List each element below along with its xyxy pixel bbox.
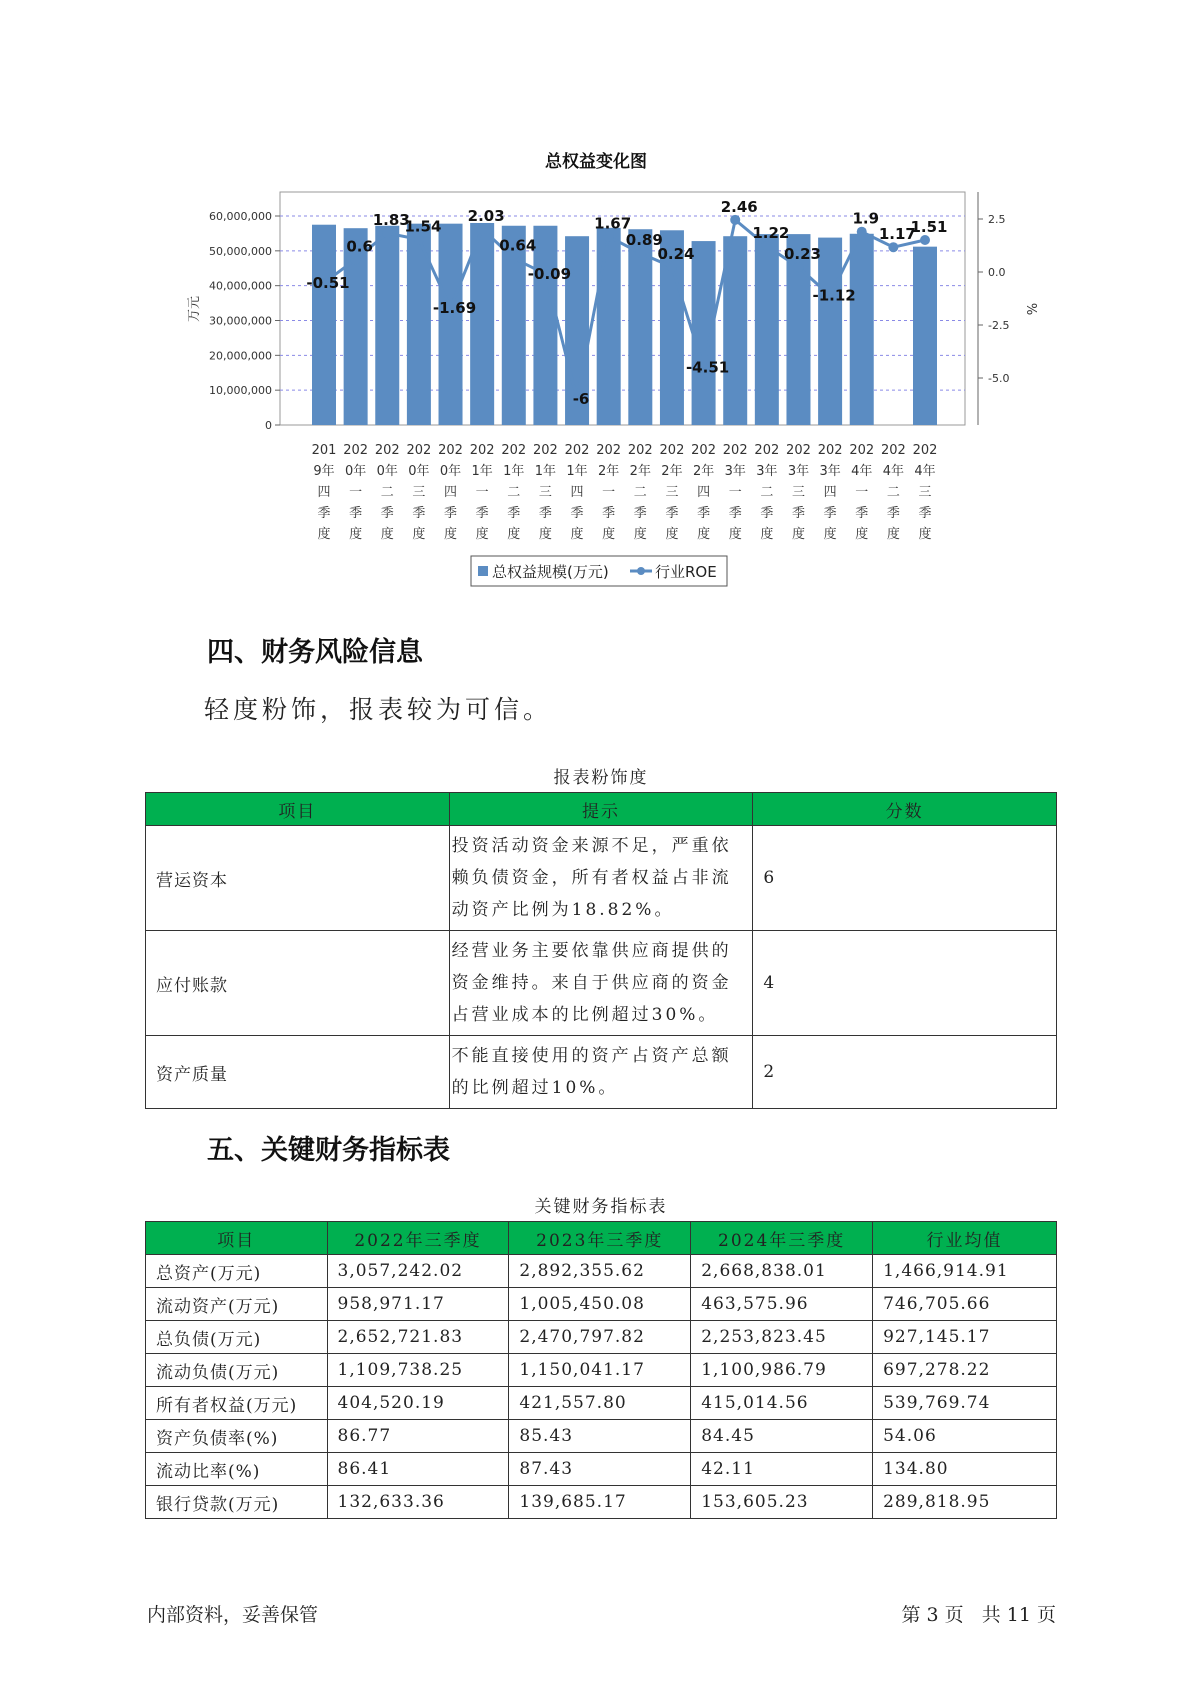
roe-data-label: 1.22 xyxy=(752,224,790,243)
bar xyxy=(818,238,842,425)
x-tick-label: 3年 xyxy=(819,464,841,479)
x-tick-label: 度 xyxy=(380,527,394,542)
x-tick-label: 202 xyxy=(691,443,716,458)
x-tick-label: 度 xyxy=(697,527,711,542)
table-row xyxy=(146,1288,1057,1321)
roe-data-label: 2.46 xyxy=(720,197,758,216)
risk-score: 6 xyxy=(753,826,1057,931)
x-tick-label: 202 xyxy=(786,443,811,458)
x-tick-label: 一 xyxy=(855,485,869,500)
x-tick-label: 度 xyxy=(760,527,774,542)
x-tick-label: 2年 xyxy=(661,464,683,479)
x-tick-label: 季 xyxy=(791,506,805,521)
risk-item: 资产质量 xyxy=(146,1036,450,1109)
x-tick-label: 202 xyxy=(596,443,622,458)
legend-line-label: 行业ROE xyxy=(655,563,717,581)
x-tick-label: 二 xyxy=(760,485,774,500)
kpi-value: 1,466,914.91 xyxy=(873,1255,1057,1288)
kpi-item: 资产负债率(%) xyxy=(146,1420,328,1453)
x-tick-label: 季 xyxy=(697,506,711,521)
table-row xyxy=(146,1387,1057,1420)
kpi-item: 银行贷款(万元) xyxy=(146,1486,328,1519)
x-tick-label: 9年 xyxy=(313,464,335,479)
x-tick-label: 0年 xyxy=(439,464,462,479)
x-tick-label: 3年 xyxy=(724,464,746,479)
x-tick-label: 季 xyxy=(886,506,900,521)
x-tick-label: 度 xyxy=(886,527,900,542)
roe-point xyxy=(730,215,740,225)
kpi-value: 2,652,721.83 xyxy=(327,1321,509,1354)
y-tick-label: 60,000,000 xyxy=(209,210,272,223)
x-tick-label: 202 xyxy=(754,443,780,458)
x-tick-label: 1年 xyxy=(503,464,525,479)
roe-data-label: -1.69 xyxy=(432,298,477,317)
x-tick-label: 二 xyxy=(886,485,900,500)
x-tick-label: 度 xyxy=(317,527,331,542)
x-tick-label: 0年 xyxy=(408,464,430,479)
kpi-value: 1,150,041.17 xyxy=(509,1354,691,1387)
roe-data-label: 1.67 xyxy=(594,214,632,233)
roe-data-label: 0.89 xyxy=(625,231,663,250)
kpi-value: 42.11 xyxy=(691,1453,873,1486)
kpi-value: 86.77 xyxy=(327,1420,509,1453)
y2-tick-label: -5.0 xyxy=(988,372,1010,385)
risk-table-header xyxy=(146,793,1057,826)
risk-item: 应付账款 xyxy=(146,931,450,1036)
x-tick-label: 度 xyxy=(538,527,552,542)
roe-data-label: -0.09 xyxy=(527,264,572,283)
kpi-value: 927,145.17 xyxy=(873,1321,1057,1354)
x-tick-label: 4年 xyxy=(882,464,905,479)
kpi-item: 总负债(万元) xyxy=(146,1321,328,1354)
x-tick-label: 季 xyxy=(349,506,363,521)
x-tick-label: 度 xyxy=(728,527,742,542)
x-tick-label: 0年 xyxy=(344,464,367,479)
kpi-item: 流动比率(%) xyxy=(146,1453,328,1486)
bar xyxy=(439,224,463,425)
x-tick-label: 二 xyxy=(380,485,394,500)
roe-data-label: -4.51 xyxy=(685,358,730,377)
table-row xyxy=(146,1036,1057,1109)
x-tick-label: 三 xyxy=(791,485,805,500)
x-tick-label: 季 xyxy=(475,506,489,521)
section5-heading: 五、关键财务指标表 xyxy=(207,1135,450,1166)
roe-data-label: 0.64 xyxy=(499,236,537,255)
x-tick-label: 季 xyxy=(317,506,331,521)
bar xyxy=(628,229,652,425)
x-tick-label: 度 xyxy=(507,527,521,542)
x-tick-label: 季 xyxy=(380,506,394,521)
header-item: 项目 xyxy=(146,793,450,826)
bar xyxy=(755,234,779,425)
roe-point xyxy=(351,254,361,264)
kpi-value: 2,253,823.45 xyxy=(691,1321,873,1354)
roe-point xyxy=(635,248,645,258)
kpi-table-caption: 关键财务指标表 xyxy=(534,1197,668,1217)
y-axis-label: 万元 xyxy=(187,295,202,323)
table-row xyxy=(146,1255,1057,1288)
x-tick-label: 0年 xyxy=(376,464,398,479)
x-tick-label: 季 xyxy=(412,506,426,521)
x-tick-label: 202 xyxy=(343,443,369,458)
header-2024q3: 2024年三季度 xyxy=(691,1222,873,1255)
table-row xyxy=(146,931,1057,1036)
roe-point xyxy=(762,241,772,251)
x-tick-label: 2年 xyxy=(598,464,620,479)
x-tick-label: 202 xyxy=(849,443,875,458)
x-tick-label: 度 xyxy=(349,527,363,542)
x-tick-label: 度 xyxy=(444,527,458,542)
roe-data-label: 0.6 xyxy=(346,237,373,256)
kpi-value: 134.80 xyxy=(873,1453,1057,1486)
header-industry-avg: 行业均值 xyxy=(873,1222,1057,1255)
risk-item: 营运资本 xyxy=(146,826,450,931)
kpi-value: 2,668,838.01 xyxy=(691,1255,873,1288)
table-row xyxy=(146,1453,1057,1486)
roe-data-label: 1.54 xyxy=(404,217,442,236)
x-tick-label: 202 xyxy=(406,443,432,458)
x-tick-label: 三 xyxy=(918,485,932,500)
x-tick-label: 度 xyxy=(823,527,837,542)
table-row xyxy=(146,826,1057,931)
y2-tick-label: 2.5 xyxy=(988,213,1006,226)
x-tick-label: 2年 xyxy=(692,464,715,479)
x-tick-label: 3年 xyxy=(756,464,778,479)
x-tick-label: 季 xyxy=(570,506,584,521)
x-tick-label: 202 xyxy=(880,443,906,458)
roe-point xyxy=(857,227,867,237)
table-row xyxy=(146,1486,1057,1519)
y2-axis-label: % xyxy=(1023,302,1038,316)
x-tick-label: 度 xyxy=(665,527,679,542)
roe-data-label: 2.03 xyxy=(467,206,505,225)
header-2022q3: 2022年三季度 xyxy=(327,1222,509,1255)
x-tick-label: 202 xyxy=(912,443,938,458)
kpi-value: 1,005,450.08 xyxy=(509,1288,691,1321)
roe-data-label: -0.51 xyxy=(306,273,350,292)
risk-hint: 不能直接使用的资产占资产总额的比例超过10%。 xyxy=(449,1036,753,1109)
kpi-value: 415,014.56 xyxy=(691,1387,873,1420)
y-tick-label: 30,000,000 xyxy=(209,314,272,328)
kpi-value: 463,575.96 xyxy=(691,1288,873,1321)
x-tick-label: 季 xyxy=(855,506,869,521)
roe-data-label: 1.83 xyxy=(372,211,410,230)
y-tick-label: 40,000,000 xyxy=(209,279,272,293)
x-tick-label: 度 xyxy=(602,527,616,542)
x-tick-label: 度 xyxy=(412,527,426,542)
footer-confidential: 内部资料，妥善保管 xyxy=(147,1604,319,1626)
x-tick-label: 202 xyxy=(374,443,400,458)
risk-score: 2 xyxy=(753,1036,1057,1109)
x-tick-label: 3年 xyxy=(787,464,810,479)
table-row xyxy=(146,1420,1057,1453)
kpi-table-header xyxy=(146,1222,1057,1255)
kpi-value: 3,057,242.02 xyxy=(327,1255,509,1288)
y2-tick-label: -2.5 xyxy=(988,319,1010,332)
x-tick-label: 202 xyxy=(817,443,843,458)
x-tick-label: 季 xyxy=(507,506,521,521)
legend-line-marker xyxy=(637,567,645,575)
kpi-table-body xyxy=(146,1255,1057,1519)
x-tick-label: 202 xyxy=(564,443,590,458)
kpi-value: 86.41 xyxy=(327,1453,509,1486)
risk-hint: 投资活动资金来源不足，严重依赖负债资金，所有者权益占非流动资产比例为18.82%。 xyxy=(449,826,753,931)
x-tick-label: 二 xyxy=(633,485,647,500)
x-tick-label: 度 xyxy=(633,527,647,542)
bar xyxy=(533,226,557,425)
x-tick-label: 季 xyxy=(602,506,616,521)
table-row xyxy=(146,1354,1057,1387)
x-tick-label: 度 xyxy=(918,527,932,542)
header-item: 项目 xyxy=(146,1222,328,1255)
kpi-value: 153,605.23 xyxy=(691,1486,873,1519)
x-tick-label: 1年 xyxy=(471,464,493,479)
x-tick-label: 三 xyxy=(665,485,679,500)
x-tick-label: 度 xyxy=(570,527,584,542)
roe-point xyxy=(920,235,930,245)
roe-data-label: 1.9 xyxy=(852,209,880,228)
x-tick-label: 202 xyxy=(627,443,653,458)
roe-data-label: 0.24 xyxy=(657,244,695,263)
roe-point xyxy=(667,262,677,272)
roe-point xyxy=(414,234,424,244)
legend-bar-swatch xyxy=(478,566,488,576)
x-tick-label: 一 xyxy=(475,485,489,500)
kpi-value: 746,705.66 xyxy=(873,1288,1057,1321)
kpi-value: 132,633.36 xyxy=(327,1486,509,1519)
kpi-value: 87.43 xyxy=(509,1453,691,1486)
kpi-value: 1,100,986.79 xyxy=(691,1354,873,1387)
roe-data-label: 0.23 xyxy=(783,245,821,264)
y2-tick-label: 0.0 xyxy=(988,266,1006,279)
x-tick-label: 季 xyxy=(538,506,552,521)
roe-data-label: -6 xyxy=(572,390,590,409)
x-tick-label: 1年 xyxy=(566,464,588,479)
x-tick-label: 度 xyxy=(475,527,489,542)
roe-point xyxy=(604,232,614,242)
x-tick-label: 4年 xyxy=(914,464,936,479)
x-tick-label: 三 xyxy=(412,485,426,500)
roe-data-label: 1.17 xyxy=(878,225,916,244)
x-tick-label: 季 xyxy=(444,506,458,521)
table-row xyxy=(146,1321,1057,1354)
roe-point xyxy=(382,228,392,238)
y-tick-label: 50,000,000 xyxy=(209,244,272,258)
risk-hint: 经营业务主要依靠供应商提供的资金维持。来自于供应商的资金占营业成本的比例超过30%。 xyxy=(449,931,753,1036)
risk-table xyxy=(145,792,1057,1109)
x-tick-label: 度 xyxy=(855,527,869,542)
y-tick-label: 0 xyxy=(265,419,272,432)
x-tick-label: 2年 xyxy=(629,464,651,479)
kpi-value: 958,971.17 xyxy=(327,1288,509,1321)
x-tick-label: 季 xyxy=(728,506,742,521)
x-tick-label: 一 xyxy=(602,485,616,500)
bar xyxy=(375,226,399,425)
bar xyxy=(850,234,874,425)
x-tick-label: 一 xyxy=(728,485,742,500)
kpi-value: 2,892,355.62 xyxy=(509,1255,691,1288)
y-tick-label: 10,000,000 xyxy=(209,384,272,398)
bar xyxy=(913,247,937,425)
x-tick-label: 202 xyxy=(501,443,527,458)
risk-table-caption: 报表粉饰度 xyxy=(553,768,649,788)
kpi-value: 697,278.22 xyxy=(873,1354,1057,1387)
legend-bar-label: 总权益规模(万元) xyxy=(492,563,609,581)
kpi-value: 539,769.74 xyxy=(873,1387,1057,1420)
bar xyxy=(597,228,621,425)
kpi-value: 54.06 xyxy=(873,1420,1057,1453)
x-tick-label: 一 xyxy=(349,485,363,500)
header-score: 分数 xyxy=(753,793,1057,826)
x-tick-label: 季 xyxy=(918,506,932,521)
risk-summary: 轻度粉饰，报表较为可信。 xyxy=(204,695,553,724)
roe-data-label: 1.51 xyxy=(910,217,948,236)
x-tick-label: 季 xyxy=(665,506,679,521)
kpi-value: 84.45 xyxy=(691,1420,873,1453)
kpi-value: 2,470,797.82 xyxy=(509,1321,691,1354)
equity-change-chart xyxy=(0,0,1191,600)
x-tick-label: 201 xyxy=(311,443,337,458)
kpi-value: 1,109,738.25 xyxy=(327,1354,509,1387)
bar xyxy=(407,224,431,425)
kpi-value: 139,685.17 xyxy=(509,1486,691,1519)
x-tick-label: 季 xyxy=(633,506,647,521)
roe-point xyxy=(793,262,803,272)
x-tick-label: 1年 xyxy=(534,464,557,479)
x-tick-label: 季 xyxy=(823,506,837,521)
y-tick-label: 20,000,000 xyxy=(209,349,272,363)
x-tick-label: 202 xyxy=(659,443,685,458)
x-tick-label: 四 xyxy=(317,485,331,500)
roe-point xyxy=(477,224,487,234)
risk-score: 4 xyxy=(753,931,1057,1036)
plot-area xyxy=(187,192,1038,586)
x-tick-label: 度 xyxy=(791,527,805,542)
x-tick-label: 202 xyxy=(469,443,495,458)
x-tick-label: 四 xyxy=(823,485,837,500)
kpi-item: 总资产(万元) xyxy=(146,1255,328,1288)
kpi-value: 289,818.95 xyxy=(873,1486,1057,1519)
chart-title: 总权益变化图 xyxy=(545,152,647,172)
kpi-table xyxy=(145,1221,1057,1519)
x-tick-label: 202 xyxy=(438,443,463,458)
x-tick-label: 二 xyxy=(507,485,521,500)
kpi-value: 421,557.80 xyxy=(509,1387,691,1420)
bar xyxy=(312,225,336,425)
roe-point xyxy=(509,253,519,263)
roe-point xyxy=(888,242,898,252)
x-tick-label: 202 xyxy=(722,443,748,458)
x-tick-label: 四 xyxy=(697,485,711,500)
x-tick-label: 4年 xyxy=(851,464,873,479)
x-tick-label: 季 xyxy=(760,506,774,521)
x-tick-label: 四 xyxy=(570,485,584,500)
x-tick-label: 三 xyxy=(538,485,552,500)
header-hint: 提示 xyxy=(449,793,753,826)
header-2023q3: 2023年三季度 xyxy=(509,1222,691,1255)
kpi-value: 85.43 xyxy=(509,1420,691,1453)
kpi-item: 流动资产(万元) xyxy=(146,1288,328,1321)
kpi-item: 所有者权益(万元) xyxy=(146,1387,328,1420)
roe-data-label: -1.12 xyxy=(812,286,856,305)
kpi-item: 流动负债(万元) xyxy=(146,1354,328,1387)
section4-heading: 四、财务风险信息 xyxy=(207,637,423,668)
x-tick-label: 四 xyxy=(444,485,458,500)
footer-page-number: 第 3 页 共 11 页 xyxy=(901,1604,1056,1626)
kpi-value: 404,520.19 xyxy=(327,1387,509,1420)
x-tick-label: 202 xyxy=(533,443,558,458)
